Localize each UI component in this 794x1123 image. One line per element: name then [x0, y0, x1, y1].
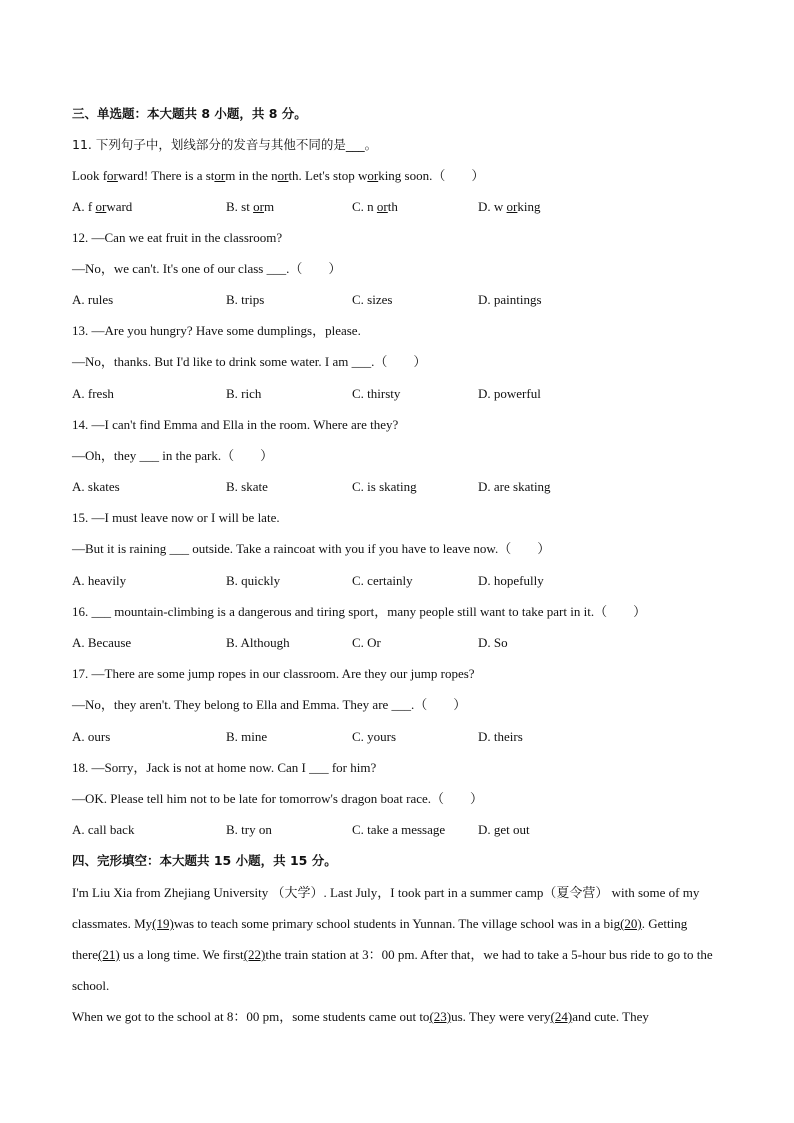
cloze-passage-paragraph-1: I'm Liu Xia from Zhejiang University （大学）. Last July，I took part in a summer camp（夏令营） with some of my classmates. My(19)was to teach some primary school students in Yunnan. The village school was in a big(20). Getting there(21) us a long time. We first(22)the train station at 3：00 pm. After that，we had to take a 5-hour bus ride to go to the school.	[72, 885, 713, 993]
option-d[interactable]: D. are skating	[478, 479, 551, 494]
question-17-line-2: —No，they aren't. They belong to Ella and Emma. They are ___.（ ）	[72, 697, 467, 712]
blank-19[interactable]: (19)	[152, 916, 174, 931]
option-a[interactable]: A. heavily	[72, 573, 127, 588]
option-d[interactable]: D. powerful	[478, 386, 541, 401]
question-12-line-2: —No，we can't. It's one of our class ___.（ ）	[72, 261, 342, 276]
option-c[interactable]: C. sizes	[352, 292, 393, 307]
option-d[interactable]: D. So	[478, 635, 508, 650]
blank-23[interactable]: (23)	[429, 1009, 452, 1024]
option-d[interactable]: D. w orking	[478, 199, 541, 214]
question-11-stem: 11. 下列句子中，划线部分的发音与其他不同的是___。	[72, 137, 378, 152]
option-b[interactable]: B. rich	[226, 386, 262, 401]
option-a[interactable]: A. Because	[72, 635, 132, 650]
option-c[interactable]: C. yours	[352, 729, 397, 744]
option-d[interactable]: D. theirs	[478, 729, 523, 744]
option-c[interactable]: C. take a message	[352, 822, 446, 837]
option-a[interactable]: A. rules	[72, 292, 114, 307]
option-a[interactable]: A. fresh	[72, 386, 114, 401]
option-a[interactable]: A. ours	[72, 729, 111, 744]
question-18-line-2: —OK. Please tell him not to be late for tomorrow's dragon boat race.（ ）	[72, 791, 484, 806]
option-b[interactable]: B. skate	[226, 479, 268, 494]
blank-20[interactable]: (20)	[620, 916, 642, 931]
option-c[interactable]: C. certainly	[352, 573, 413, 588]
question-13-line-2: —No，thanks. But I'd like to drink some water. I am ___.（ ）	[72, 354, 427, 369]
question-17-line-1: 17. —There are some jump ropes in our classroom. Are they our jump ropes?	[72, 666, 475, 681]
question-15-line-2: —But it is raining ___ outside. Take a raincoat with you if you have to leave now.（ ）	[72, 541, 551, 556]
option-b[interactable]: B. quickly	[226, 573, 281, 588]
blank-21[interactable]: (21)	[97, 947, 120, 962]
option-c[interactable]: C. Or	[352, 635, 381, 650]
option-a[interactable]: A. call back	[72, 822, 135, 837]
option-c[interactable]: C. n orth	[352, 199, 398, 214]
option-b[interactable]: B. st orm	[226, 199, 275, 214]
question-13-line-1: 13. —Are you hungry? Have some dumplings，please.	[72, 323, 361, 338]
option-b[interactable]: B. try on	[226, 822, 272, 837]
question-11-sentence: Look forward! There is a storm in the north. Let's stop working soon.（ ）	[72, 168, 485, 183]
blank-22[interactable]: (22)	[243, 947, 266, 962]
option-a[interactable]: A. skates	[72, 479, 120, 494]
option-d[interactable]: D. hopefully	[478, 573, 544, 588]
option-d[interactable]: D. paintings	[478, 292, 542, 307]
question-15-line-1: 15. —I must leave now or I will be late.	[72, 510, 280, 525]
option-d[interactable]: D. get out	[478, 822, 530, 837]
option-b[interactable]: B. trips	[226, 292, 265, 307]
question-18-line-1: 18. —Sorry，Jack is not at home now. Can I ___ for him?	[72, 760, 377, 775]
question-14-line-2: —Oh，they ___ in the park.（ ）	[72, 448, 274, 463]
section-4-heading: 四、完形填空：本大题共 15 小题，共 15 分。	[72, 853, 337, 868]
option-a[interactable]: A. f orward	[72, 199, 133, 214]
cloze-passage-paragraph-2: When we got to the school at 8：00 pm，some students came out to(23)us. They were very(24)and cute. They	[72, 1009, 649, 1024]
question-14-line-1: 14. —I can't find Emma and Ella in the room. Where are they?	[72, 417, 399, 432]
question-16-line-1: 16. ___ mountain-climbing is a dangerous and tiring sport，many people still want to take part in it.（ ）	[72, 604, 647, 619]
option-b[interactable]: B. Although	[226, 635, 290, 650]
blank-24[interactable]: (24)	[550, 1009, 573, 1024]
option-c[interactable]: C. is skating	[352, 479, 417, 494]
section-3-heading: 三、单选题：本大题共 8 小题，共 8 分。	[72, 106, 307, 121]
option-c[interactable]: C. thirsty	[352, 386, 401, 401]
question-12-line-1: 12. —Can we eat fruit in the classroom?	[72, 230, 283, 245]
option-b[interactable]: B. mine	[226, 729, 268, 744]
